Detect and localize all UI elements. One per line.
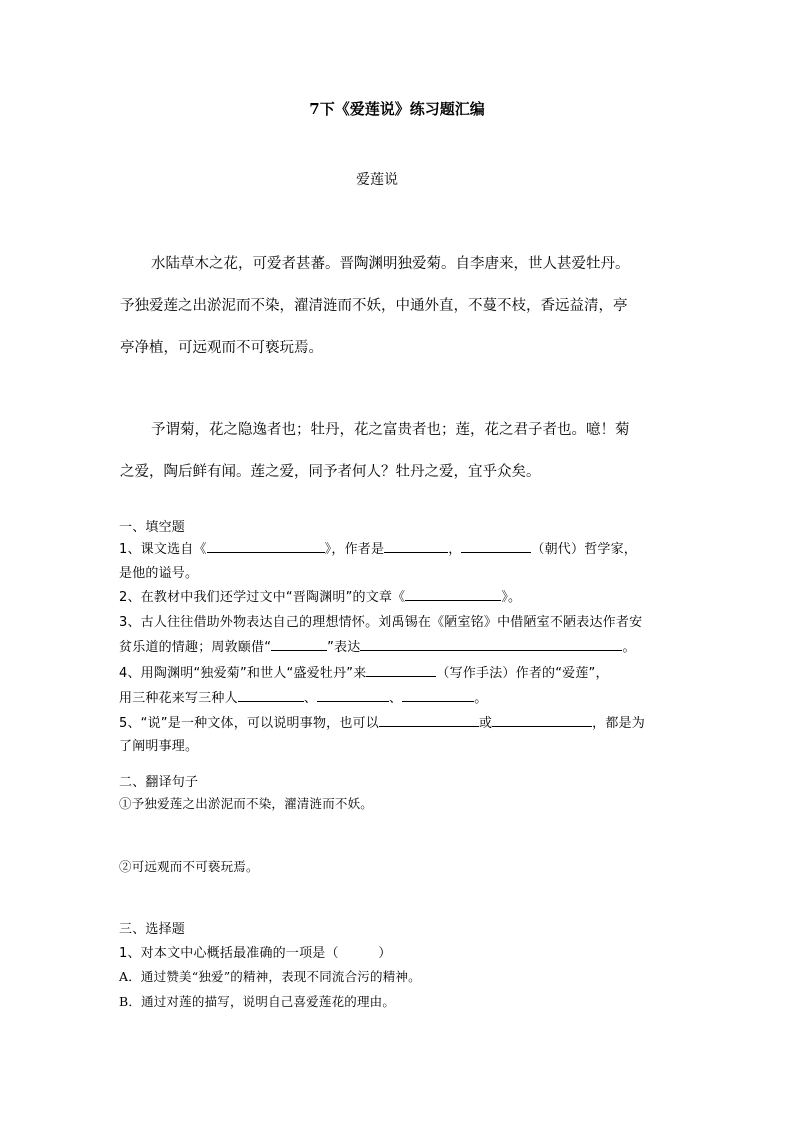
answer-blank[interactable]: [271, 637, 327, 651]
choice-option-b[interactable]: B．通过对莲的描写，说明自己喜爱莲花的理由。: [119, 994, 396, 1009]
section-heading: 三、选择题: [119, 922, 186, 937]
choice-question: 1、对本文中心概括最准确的一项是（ ）: [119, 946, 392, 961]
answer-blank[interactable]: [379, 713, 479, 727]
answer-blank[interactable]: [492, 713, 592, 727]
paragraph-line: 水陆草木之花，可爱者甚蕃。晋陶渊明独爱菊。自李唐来，世人甚爱牡丹。: [151, 256, 630, 272]
question-text: 。: [622, 640, 636, 655]
question-text: （朝代）哲学家，: [531, 542, 637, 557]
question-1: [119, 538, 637, 557]
answer-blank[interactable]: [317, 688, 389, 702]
question-text: 。: [474, 691, 488, 706]
paragraph-line: 之爱，陶后鲜有闻。莲之爱，同予者何人？牡丹之爱，宜乎众矣。: [120, 464, 541, 480]
question-text: 》，作者是: [324, 542, 385, 557]
paragraph-line: 亭净植，可远观而不可亵玩焉。: [120, 340, 323, 356]
question-text: ，都是为: [592, 716, 645, 731]
question-text: 5、“说”是一种文体，可以说明事物，也可以: [119, 716, 379, 731]
question-text: ”表达: [327, 640, 361, 655]
question-text: 是他的谥号。: [119, 566, 199, 581]
question-2: [119, 586, 521, 605]
answer-blank[interactable]: [402, 688, 474, 702]
question-text: ，: [448, 542, 462, 557]
choice-option-a[interactable]: A．通过赞美“独爱”的精神，表现不同流合污的精神。: [119, 969, 421, 984]
document-title: 7下《爱莲说》练习题汇编: [309, 100, 485, 118]
question-4-cont: [119, 687, 487, 706]
answer-blank[interactable]: [207, 539, 325, 553]
translation-sentence: ②可远观而不可亵玩焉。: [119, 859, 259, 874]
section-heading: 二、翻译句子: [119, 775, 199, 790]
question-text: 1、课文选自《: [119, 542, 207, 557]
answer-blank[interactable]: [461, 539, 531, 553]
translation-sentence: ①予独爱莲之出淤泥而不染，濯清涟而不妖。: [119, 796, 374, 811]
question-text: 了阐明事理。: [119, 739, 199, 754]
passage-title: 爱莲说: [356, 172, 398, 188]
answer-blank[interactable]: [360, 637, 622, 651]
question-text: 、: [303, 691, 318, 706]
question-text: 4、用陶渊明“独爱菊”和世人“盛爱牡丹”来: [119, 666, 367, 681]
question-3-cont: [119, 636, 636, 655]
question-text: （写作手法）作者的“爱莲”，: [436, 666, 609, 681]
answer-blank[interactable]: [366, 663, 436, 677]
question-text: 》。: [501, 590, 522, 605]
paragraph-line: 予独爱莲之出淤泥而不染，濯清涟而不妖，中通外直，不蔓不枝，香远益清，亭: [120, 298, 628, 314]
section-heading: 一、填空题: [119, 520, 186, 535]
paragraph-line: 予谓菊，花之隐逸者也；牡丹，花之富贵者也；莲，花之君子者也。噫！菊: [151, 422, 630, 438]
question-4: [119, 662, 609, 681]
question-text: 、: [389, 691, 403, 706]
question-text: 2、在教材中我们还学过文中“晋陶渊明”的文章《: [119, 590, 406, 605]
answer-blank[interactable]: [405, 587, 501, 601]
question-text: 贫乐道的情趣；周敦颐借“: [119, 640, 272, 655]
question-3: 3、古人往往借助外物表达自己的理想情怀。刘禹锡在《陋室铭》中借陋室不陋表达作者安: [119, 615, 643, 630]
answer-blank[interactable]: [238, 688, 304, 702]
question-text: 用三种花来写三种人: [119, 691, 238, 706]
question-text: 或: [478, 716, 493, 731]
question-5: [119, 712, 645, 731]
answer-blank[interactable]: [384, 539, 448, 553]
